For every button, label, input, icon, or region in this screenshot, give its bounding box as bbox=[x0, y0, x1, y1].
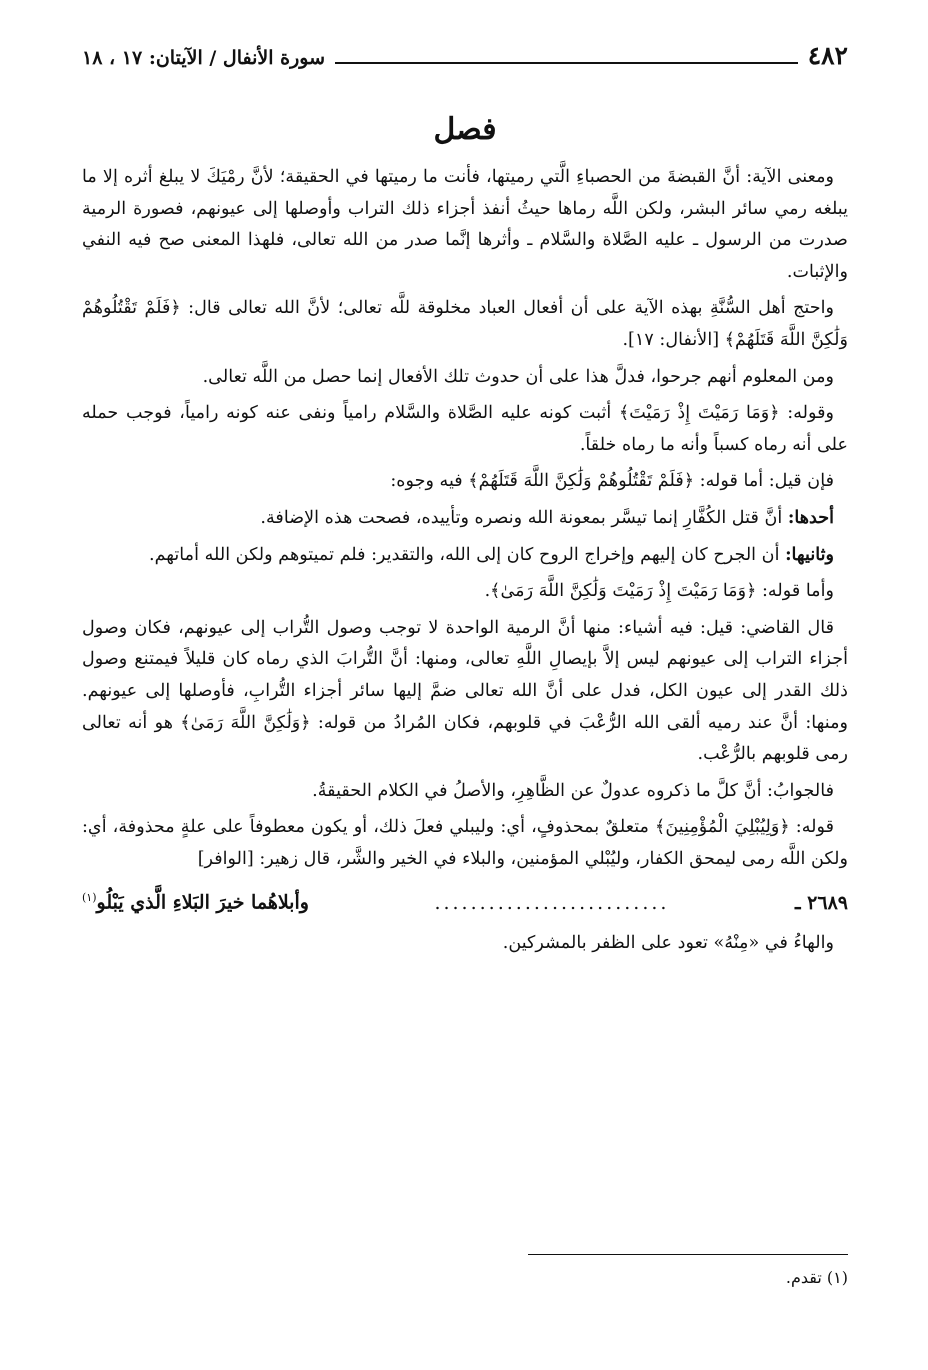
running-title: سورة الأنفال / الآيتان: ١٧ ، ١٨ bbox=[82, 47, 325, 69]
paragraph-9 bbox=[82, 612, 848, 771]
paragraph-text: قوله: ﴿وَلِيُبْلِيَ الْمُؤْمِنِينَ﴾ متعلقٌ بمحذوفٍ، أي: وليبلي فعلَ ذلك، أو يكون معطوفاً على علةٍ محذوفة، أي: ولكن اللَّه رمى ليمحق الكفار، وليُبْلي المؤمنين، والبلاء في الخير والشَّر، قال زهير: [الوافر] bbox=[82, 817, 848, 869]
running-header bbox=[82, 30, 848, 70]
paragraph-text: فإن قيل: أما قوله: ﴿فَلَمْ تَقْتُلُوهُمْ وَلَٰكِنَّ اللَّهَ قَتَلَهُمْ﴾ فيه وجوه: bbox=[390, 471, 834, 492]
verse-text: وأبلاهُما خيرَ البَلاءِ الَّذي يَبْلُو bbox=[96, 891, 309, 914]
footnote: (١) تقدم. bbox=[785, 1268, 848, 1287]
paragraph-10 bbox=[82, 775, 848, 808]
verse-hemistich bbox=[82, 879, 309, 921]
paragraph-text: قال القاضي: قيل: فيه أشياء: منها أنَّ الرمية الواحدة لا توجب وصول التُّراب إلى عيونهم، فكان وصول أجزاء التراب إلى عيونهم ليس إلاَّ بإيصالِ اللَّهِ تعالى، ومنها: أنَّ التُّرابَ الذي رماه كان قليلاً فيمتنع وصول ذلك القدر إلى عيون الكل، فدل على أنَّ الله تعالى ضمَّ إليها سائر أجزاء التُّرابِ، فأوصلها إلى عيونهم. ومنها: أنَّ عند رميه ألقى الله الرُّعْبَ في قلوبهم، فكان المُرادُ من قوله: ﴿وَلَٰكِنَّ اللَّهَ رَمَىٰ﴾ هو أنه تعالى رمى قلوبهم بالرُّعْب. bbox=[82, 617, 848, 765]
footnote-marker: (١) bbox=[82, 891, 97, 905]
verse-number: ٢٦٨٩ ـ bbox=[794, 891, 848, 914]
main-text bbox=[82, 105, 848, 963]
paragraph-text: وقوله: ﴿وَمَا رَمَيْتَ إِذْ رَمَيْتَ﴾ أثبت كونه عليه الصَّلاة والسَّلام رامياً ونفى عنه كونه رامياً، فوجب حمله على أنه رماه كسباً وأنه ما رماه خلقاً. bbox=[82, 403, 848, 455]
footnote-separator bbox=[528, 1254, 848, 1255]
paragraph-7 bbox=[82, 539, 848, 572]
paragraph-5 bbox=[82, 465, 848, 498]
paragraph-2 bbox=[82, 292, 848, 356]
paragraph-text: أنَّ قتل الكُفَّارِ إنما تيسَّر بمعونة الله ونصره وتأييده، فصحت هذه الإضافة. bbox=[260, 507, 788, 528]
closing-paragraph: والهاءُ في «مِنْهُ» تعود على الظفر بالمشركين. bbox=[502, 932, 834, 953]
paragraph-4 bbox=[82, 397, 848, 461]
paragraph-text: فالجوابُ: أنَّ كلَّ ما ذكروه عدولٌ عن الظَّاهِرِ، والأصلُ في الكلام الحقيقةُ. bbox=[312, 780, 834, 801]
page-number: ٤٨٢ bbox=[807, 41, 848, 70]
paragraph-8 bbox=[82, 575, 848, 608]
paragraph-6 bbox=[82, 502, 848, 535]
paragraph-text: أن الجرح كان إليهم وإخراج الروح كان إلى الله، والتقدير: فلم تميتوهم ولكن الله أماتهم. bbox=[149, 544, 786, 565]
section-title: فصل bbox=[433, 112, 497, 147]
paragraph-11 bbox=[82, 811, 848, 875]
verse-ellipsis: .......................... bbox=[434, 891, 670, 914]
paragraph-text: ومن المعلوم أنهم جرحوا، فدلَّ هذا على أن حدوث تلك الأفعال إنما حصل من اللَّه تعالى. bbox=[202, 366, 834, 387]
paragraph-lead: أحدها: bbox=[787, 506, 834, 528]
paragraph-text: واحتج أهل السُّنَّةِ بهذه الآية على أن أفعال العباد مخلوقة للَّه تعالى؛ لأنَّ الله تعالى قال: ﴿فَلَمْ تَقْتُلُوهُمْ وَلَٰكِنَّ اللَّهَ قَتَلَهُمْ﴾ [الأنفال: ١٧]. bbox=[82, 298, 848, 350]
header-rule bbox=[335, 62, 798, 64]
paragraph-text: وأما قوله: ﴿وَمَا رَمَيْتَ إِذْ رَمَيْتَ وَلَٰكِنَّ اللَّهَ رَمَىٰ﴾. bbox=[484, 581, 834, 602]
paragraph-1 bbox=[82, 161, 848, 288]
paragraph-text: ومعنى الآية: أنَّ القبضةَ من الحصباءِ الَّتي رميتها، فأنت ما رميتها في الحقيقة؛ لأنَّ رمْيَكَ لا يبلغ أثره إلا ما يبلغه رمي سائر البشر، ولكن اللَّه رماها حيثُ أنفذ أجزاء ذلك التراب وأوصلها إلى عيونهم، فصورة الرمية صدرت من الرسول ـ عليه الصَّلاة والسَّلام ـ وأثرها إنَّما صدر من الله تعالى، فلهذا المعنى صح فيه النفي والإثبات. bbox=[82, 167, 848, 282]
paragraph-lead: وثانيها: bbox=[785, 543, 834, 565]
paragraph-3 bbox=[82, 361, 848, 394]
poetry-verse bbox=[82, 879, 848, 921]
